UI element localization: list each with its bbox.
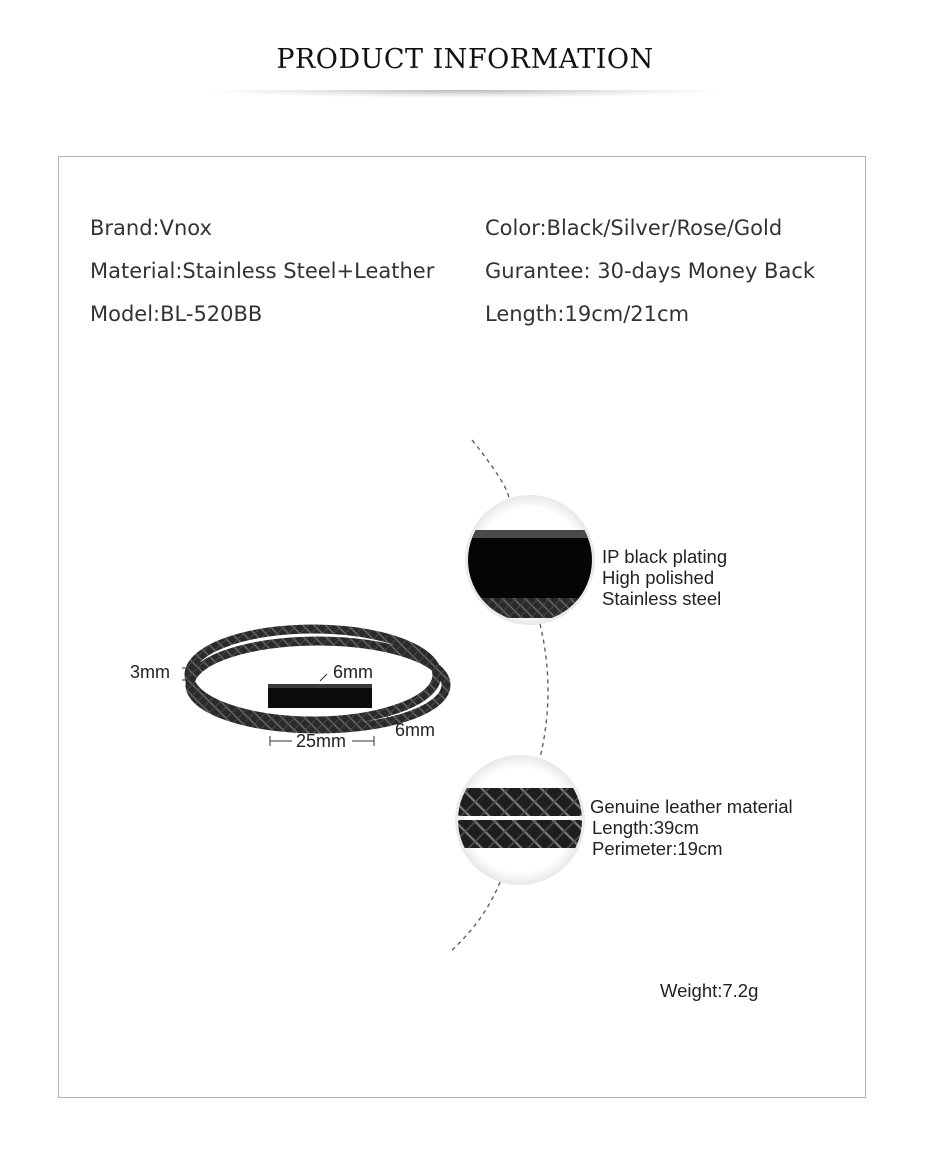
clasp-zoom [460,530,600,618]
leather-callout-line: Genuine leather material [590,796,793,817]
bracelet-image [189,629,446,729]
spec-length: Length:19cm/21cm [485,302,690,326]
dim-clasp-height-label: 6mm [333,662,373,682]
dim-clasp-width-label: 6mm [395,720,435,740]
clasp-callout [602,546,727,609]
weight-label: Weight:7.2g [660,980,759,1001]
dim-clasp-length-label: 25mm [296,731,347,751]
spec-brand: Brand:Vnox [90,216,212,240]
spec-guarantee: Gurantee: 30-days Money Back [485,259,816,283]
leather-callout-line: Perimeter:19cm [592,838,723,859]
leather-callout [590,796,793,859]
clasp-callout-line: Stainless steel [602,588,722,609]
spec-model: Model:BL-520BB [90,302,263,326]
page-title: PRODUCT INFORMATION [276,44,654,75]
spec-material: Material:Stainless Steel+Leather [90,259,435,283]
clasp-callout-line: High polished [602,567,715,588]
leather-callout-line: Length:39cm [592,817,699,838]
clasp-callout-line: IP black plating [602,546,728,567]
dim-cord-label: 3mm [130,662,170,682]
spec-color: Color:Black/Silver/Rose/Gold [485,216,783,240]
